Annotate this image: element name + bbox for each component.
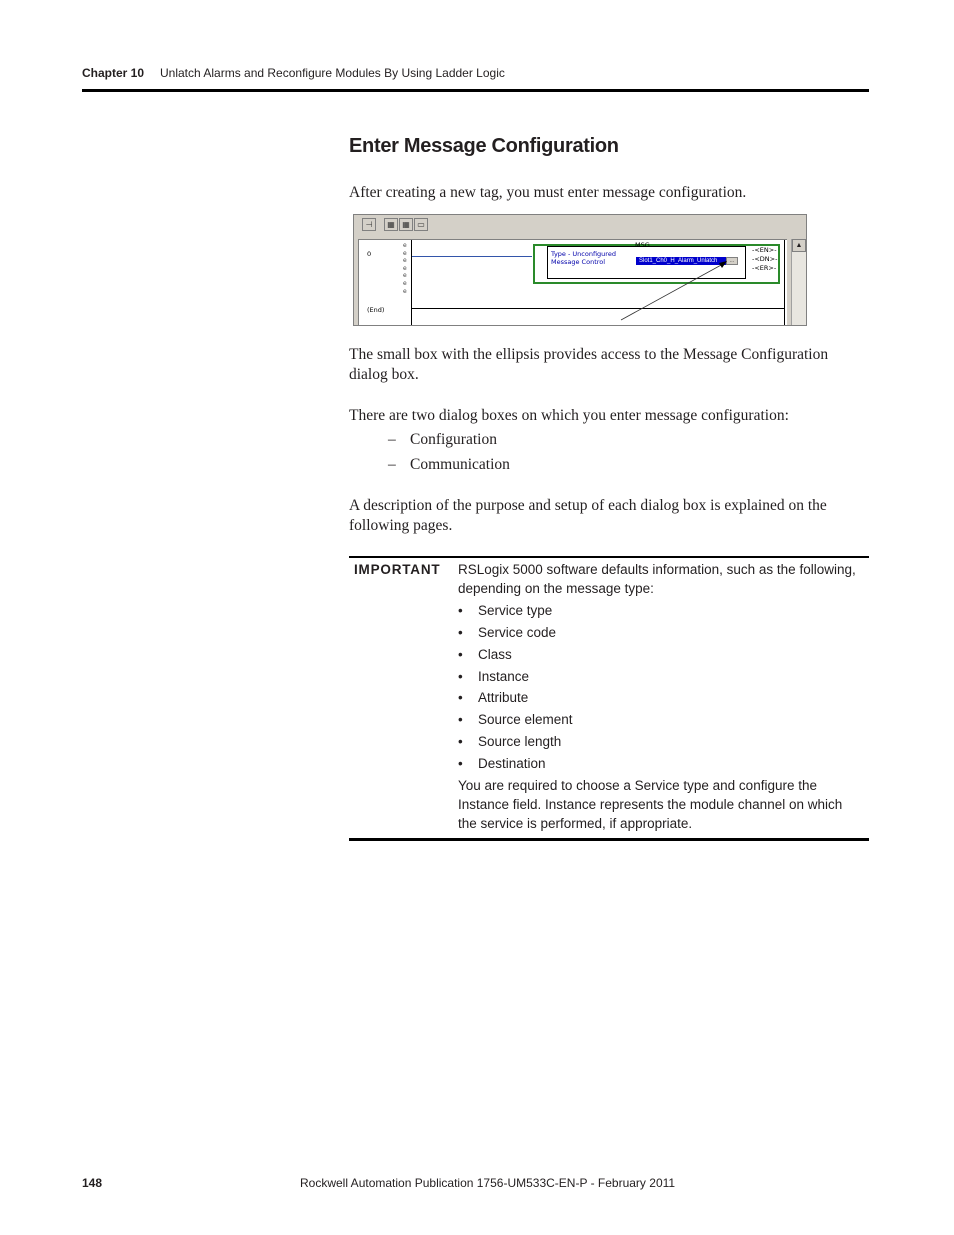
chapter-title: Unlatch Alarms and Reconfigure Modules By Using Ladder Logic bbox=[160, 66, 505, 80]
dialogs-intro-paragraph: There are two dialog boxes on which you enter message configuration: bbox=[349, 407, 789, 424]
important-bottom-rule bbox=[349, 838, 869, 841]
rung-number: 0 bbox=[367, 250, 372, 258]
toolbar-button-icon: ⊣ bbox=[362, 218, 376, 231]
important-list-item: • Service code bbox=[458, 625, 557, 640]
callout-arrow bbox=[359, 240, 787, 326]
vertical-scrollbar[interactable] bbox=[791, 239, 807, 326]
page-number: 148 bbox=[82, 1176, 103, 1190]
coil-er: -<ER>- bbox=[752, 264, 777, 272]
section-heading: Enter Message Configuration bbox=[349, 135, 619, 157]
msg-title: MSG bbox=[635, 241, 650, 249]
end-rung-label: (End) bbox=[367, 306, 385, 314]
ellipsis-button[interactable]: ... bbox=[726, 257, 738, 265]
header-rule bbox=[82, 89, 869, 92]
important-intro: RSLogix 5000 software defaults information, such as the following, depending on the message type: bbox=[458, 562, 856, 596]
description-paragraph: A description of the purpose and setup of each dialog box is explained on the following pages. bbox=[349, 497, 827, 534]
important-list-item: • Source element bbox=[458, 712, 573, 727]
rung-markers: e e e e e e e bbox=[403, 242, 407, 295]
important-list-item: • Service type bbox=[458, 603, 553, 618]
important-list-item: • Instance bbox=[458, 669, 530, 684]
important-label: IMPORTANT bbox=[354, 562, 441, 577]
important-list-item: • Source length bbox=[458, 734, 562, 749]
chapter-label: Chapter 10 bbox=[82, 66, 145, 80]
important-top-rule bbox=[349, 556, 869, 558]
dialog-list-item: – Configuration bbox=[388, 431, 497, 448]
toolbar-button-icon: ▭ bbox=[414, 218, 428, 231]
intro-paragraph: After creating a new tag, you must enter message configuration. bbox=[349, 184, 747, 201]
coil-en: -<EN>- bbox=[752, 246, 777, 254]
important-list-item: • Destination bbox=[458, 756, 546, 771]
msg-control-tag[interactable]: Slot1_Ch0_H_Alarm_Unlatch bbox=[636, 257, 726, 265]
ladder-editor-screenshot bbox=[353, 214, 807, 326]
important-list-item: • Class bbox=[458, 647, 512, 662]
msg-control-label: Message Control bbox=[551, 258, 606, 266]
dialog-list-item: – Communication bbox=[388, 456, 510, 473]
publication-info: Rockwell Automation Publication 1756-UM533C-EN-P - February 2011 bbox=[300, 1176, 676, 1190]
toolbar-button-icon: ▦ bbox=[384, 218, 398, 231]
important-list-item: • Attribute bbox=[458, 690, 529, 705]
msg-type-label: Type - Unconfigured bbox=[551, 250, 616, 258]
ladder-diagram bbox=[358, 239, 787, 326]
important-note: You are required to choose a Service type and configure the Instance field. Instance represents the module channel on which the service is performed, if appropriate. bbox=[458, 778, 843, 831]
scroll-up-icon[interactable]: ▲ bbox=[792, 239, 806, 252]
toolbar-button-icon: ▦ bbox=[399, 218, 413, 231]
coil-dn: -<DN>- bbox=[752, 255, 778, 263]
ellipsis-paragraph: The small box with the ellipsis provides access to the Message Configuration dialog box. bbox=[349, 346, 829, 383]
